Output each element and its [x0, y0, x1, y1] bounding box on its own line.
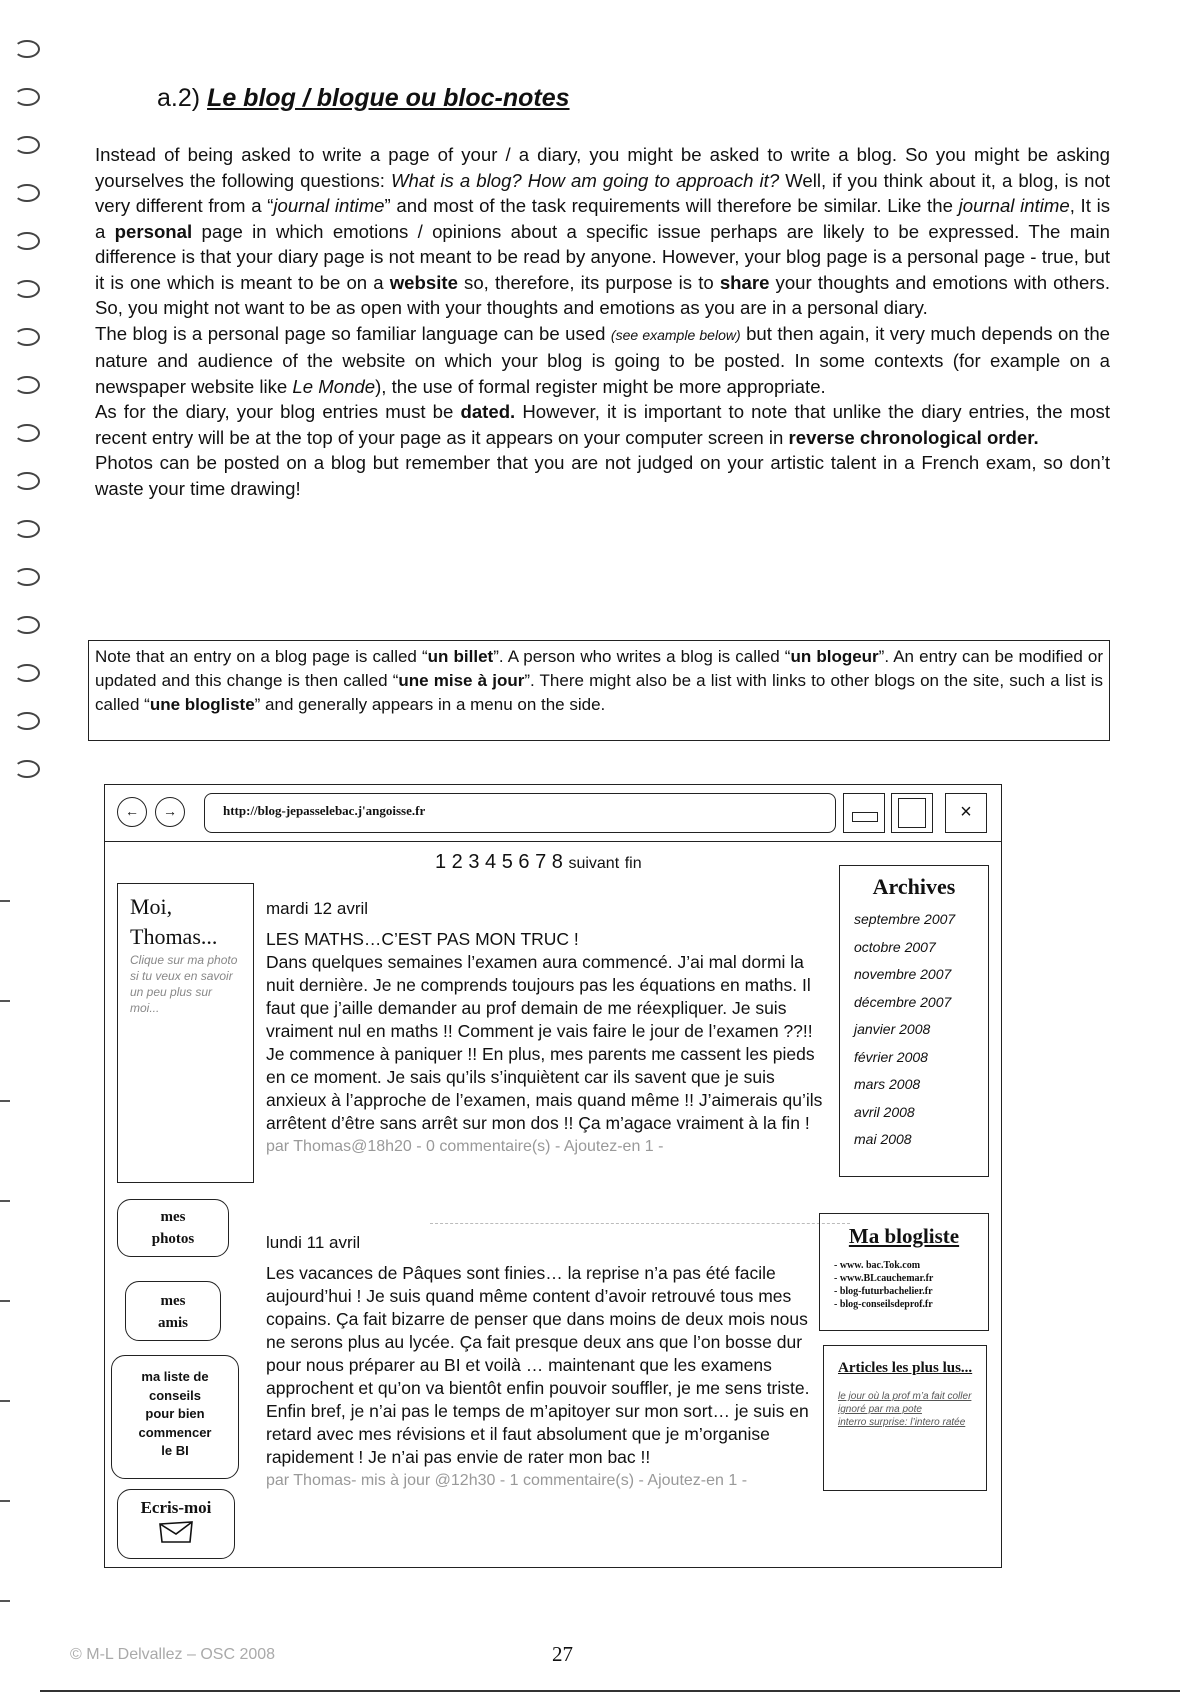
envelope-icon — [156, 1520, 196, 1544]
write-to-me-label: Ecris-moi — [140, 1498, 212, 1517]
paragraph-3: As for the diary, your blog entries must be dated. However, it is important to note that unlike the diary entries, the most recent entry will be at the top of your page as it appears on your computer screen in reverse chronological order. — [95, 401, 1111, 448]
page-number: 27 — [552, 1642, 573, 1666]
profile-panel[interactable] — [117, 883, 254, 1183]
back-arrow-icon: ← — [125, 803, 139, 819]
archives-title: Archives — [872, 874, 956, 899]
paragraph-4: Photos can be posted on a blog but remember that you are not judged on your artistic talent in a French exam, so don’t waste your time drawing! — [95, 452, 1110, 499]
post-separator — [430, 1223, 850, 1224]
write-to-me-button[interactable] — [117, 1489, 235, 1559]
paragraph-2: The blog is a personal page so familiar language can be used (see example below) but then again, it very much depends on the nature and audience of the website on which your blog is going to be posted. In some contexts (for example on a newspaper website like Le Monde), the use of formal register might be more appropriate. — [95, 322, 1111, 397]
archive-link[interactable]: septembre 2007 — [854, 911, 956, 927]
archive-link[interactable]: janvier 2008 — [854, 1021, 931, 1037]
note-box: Note that an entry on a blog page is called “un billet”. A person who writes a blog is called “un blogeur”. An entry can be modified or updated and this change is then called “une mise à jour”. There might also be a list with links to other blogs on the site, such a list is called “une blogliste” and generally appears in a menu on the side. — [88, 640, 1110, 741]
minimize-icon — [852, 812, 878, 822]
post-body: Dans quelques semaines l’examen aura commencé. J’ai mal dormi la nuit dernière. Je ne comprends toujours pas les équations en maths. Il faut que j’aille demander au prof demain de me réexpliquer. Je suis vraiment nul en maths !! Comment je vais faire le jour de l’examen ??!! Je commence à paniquer !! En plus, mes parents me cassent les pieds en ce moment. Je sais qu’ils s’inquiètent car ils savent que je suis anxieux à l’approche de l’examen, mais quand même !! J’aimerais qu’ils arrêtent d’être sans arrêt sur mon dos !! Ça m’agace vraiment à la fin ! — [266, 952, 823, 1133]
archives-panel — [839, 865, 989, 1177]
blogliste-panel — [819, 1213, 989, 1331]
blogliste-link[interactable]: - www. bac.Tok.com — [834, 1260, 921, 1271]
maximize-button[interactable] — [891, 793, 933, 833]
blogliste-link[interactable]: - blog-conseilsdeprof.fr — [834, 1299, 933, 1310]
blogliste-link[interactable]: - blog-futurbachelier.fr — [834, 1286, 933, 1297]
section-title: Le blog / blogue ou bloc-notes — [207, 84, 570, 112]
archive-link[interactable]: décembre 2007 — [854, 993, 952, 1010]
popular-articles-title: Articles les plus lus... — [838, 1360, 973, 1376]
minimize-button[interactable] — [843, 793, 885, 833]
blogliste-title: Ma blogliste — [848, 1224, 960, 1248]
blog-post-1 — [266, 897, 826, 1158]
browser-toolbar — [105, 785, 1001, 842]
article-link[interactable]: interro surprise: l’intero ratée — [838, 1417, 966, 1428]
archive-link[interactable]: mai 2008 — [854, 1131, 912, 1147]
article-link[interactable]: ignoré par ma pote — [838, 1404, 922, 1415]
popular-articles-panel — [823, 1345, 987, 1491]
pagination — [435, 851, 642, 874]
section-number: a.2) — [157, 84, 201, 112]
forward-arrow-icon: → — [163, 803, 177, 819]
post-meta[interactable]: par Thomas@18h20 - 0 commentaire(s) - Ajoutez-en 1 - — [266, 1138, 664, 1155]
close-icon: × — [960, 801, 972, 823]
photos-button[interactable]: mes photos — [117, 1199, 229, 1257]
close-button[interactable] — [945, 793, 987, 833]
article-link[interactable]: le jour où la prof m’a fait coller — [838, 1391, 972, 1402]
advice-list-button[interactable]: ma liste de conseils pour bien commencer le BI — [111, 1355, 239, 1479]
page-links[interactable]: 1 2 3 4 5 6 7 8 — [435, 851, 563, 873]
archive-link[interactable]: avril 2008 — [854, 1103, 915, 1120]
ring-binding — [0, 0, 40, 1696]
blog-post-2 — [266, 1231, 826, 1492]
archive-link[interactable]: octobre 2007 — [854, 938, 936, 955]
next-link[interactable]: suivant — [568, 855, 620, 872]
friends-button[interactable]: mes amis — [125, 1281, 221, 1341]
footer-copyright: © M-L Delvallez – OSC 2008 — [70, 1646, 276, 1663]
profile-name-line-2: Thomas... — [130, 924, 218, 949]
forward-button[interactable] — [155, 797, 185, 827]
end-link[interactable]: fin — [624, 855, 642, 872]
archive-link[interactable]: novembre 2007 — [854, 966, 952, 982]
post-date: lundi 11 avril — [266, 1233, 361, 1252]
post-body: Les vacances de Pâques sont finies… la reprise n’a pas été facile aujourd’hui ! Je suis quand même content d’avoir retrouvé tous mes copains. Ça fait bizarre de penser que dans moins de deux mois nous ne serons plus au lycée. Ça fait presque deux ans que l’on bosse dur pour nous préparer au BI et voilà … maintenant que les examens approchent et qu’on va bientôt enfin pouvoir souffler, je me sens triste. Enfin bref, je n’ai pas le temps de m’apitoyer sur mon sort… je suis en retard avec mes révisions et il faut absolument que je m’organise rapidement ! Je n’ai pas envie de rater mon bac !! — [266, 1263, 810, 1467]
paragraph-1: Instead of being asked to write a page of your / a diary, you might be asked to write a blog. So you might be asking yourselves the following questions: What is a blog? How am going to approach it? Well, if you think about it, a blog, is not very different from a “journal intime” and most of the task requirements will therefore be similar. Like the journal intime, It is a personal page in which emotions / opinions about a specific issue perhaps are likely to be expressed. The main difference is that your diary page is not meant to be read by anyone. However, your blog page is a personal page - true, but it is one which is meant to be on a website so, therefore, its purpose is to share your thoughts and emotions with others. So, you might not want to be as open with your thoughts and emotions as you are in a personal diary. — [95, 144, 1110, 318]
maximize-icon — [898, 798, 926, 828]
archive-link[interactable]: février 2008 — [854, 1048, 928, 1065]
profile-name-line-1: Moi, — [130, 894, 173, 919]
back-button[interactable] — [117, 797, 147, 827]
page-bottom-rule — [40, 1690, 1180, 1692]
intro-text — [95, 142, 1110, 501]
address-bar[interactable]: http://blog-jepasselebac.j'angoisse.fr — [204, 793, 836, 833]
section-heading — [157, 84, 570, 113]
archive-link[interactable]: mars 2008 — [854, 1076, 921, 1092]
post-date: mardi 12 avril — [266, 899, 369, 918]
profile-photo-note: Clique sur ma photo si tu veux en savoir un peu plus sur moi... — [130, 953, 238, 1015]
blog-mockup-window — [104, 784, 1002, 1568]
blogliste-link[interactable]: - www.BLcauchemar.fr — [834, 1273, 934, 1284]
post-title: LES MATHS…C’EST PAS MON TRUC ! — [266, 929, 579, 949]
post-meta[interactable]: par Thomas- mis à jour @12h30 - 1 commentaire(s) - Ajoutez-en 1 - — [266, 1472, 748, 1489]
